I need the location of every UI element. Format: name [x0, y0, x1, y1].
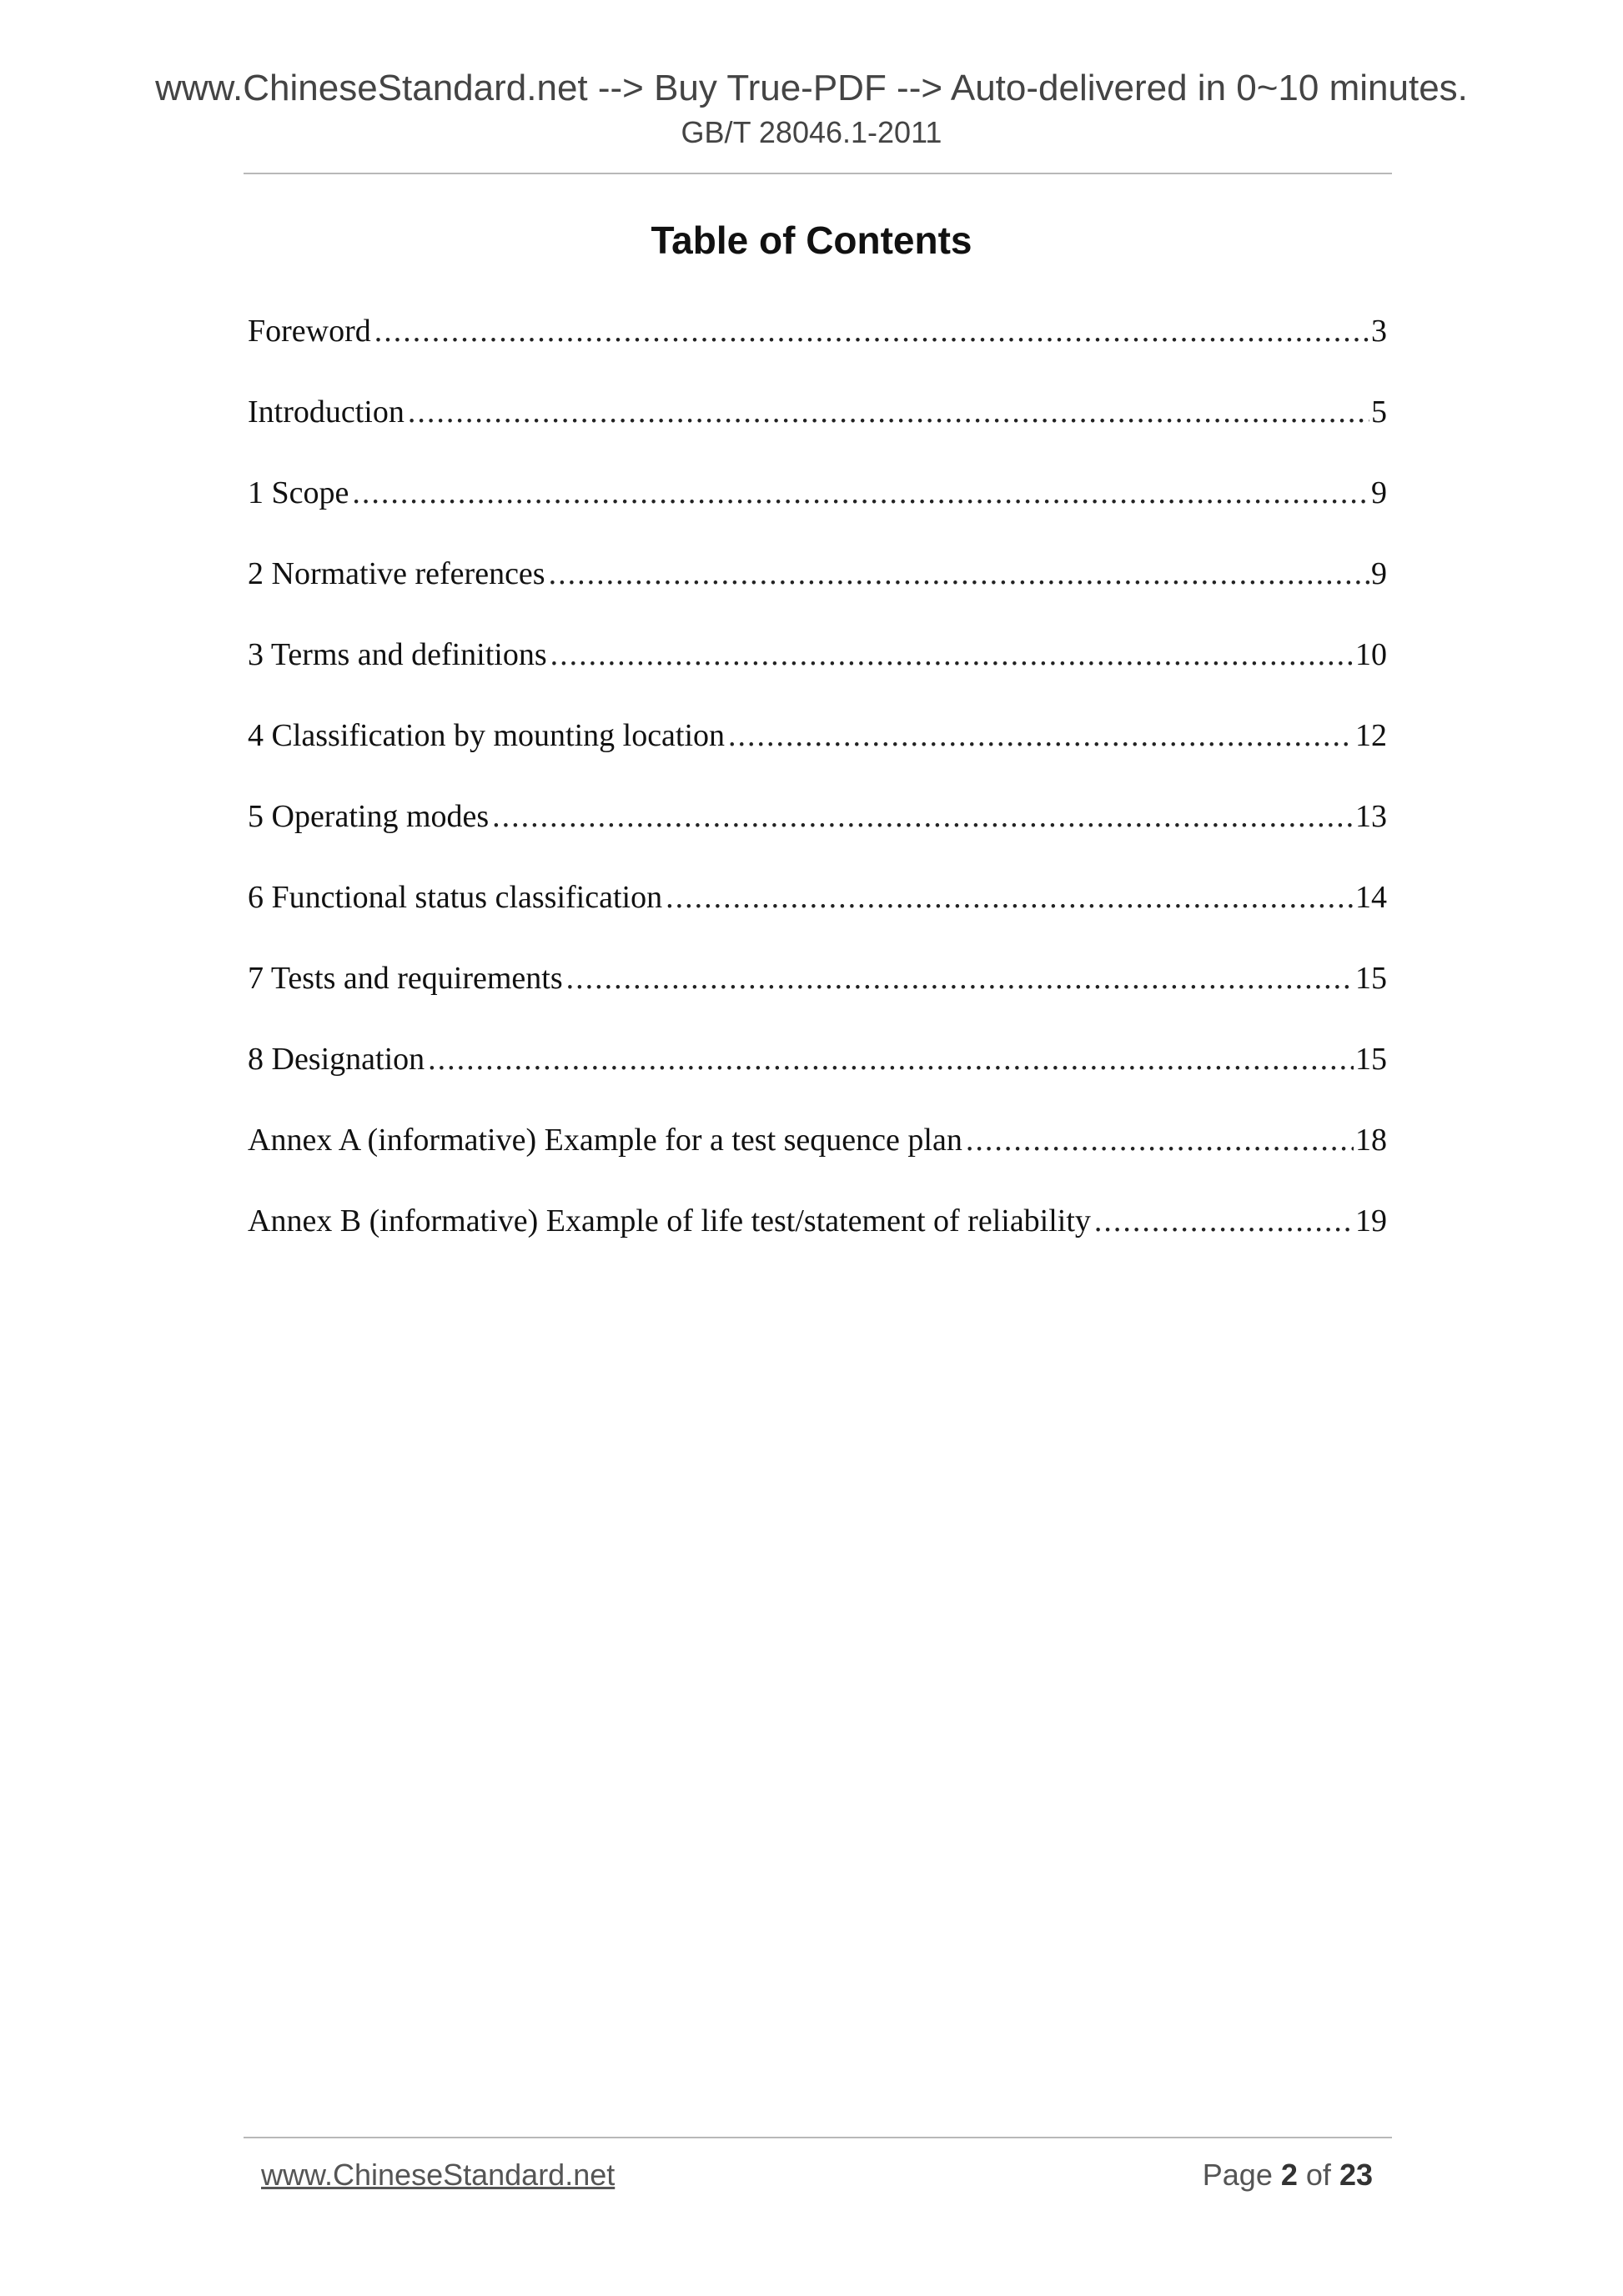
- toc-entry-page: 15: [1355, 1042, 1387, 1077]
- toc-entry-page: 15: [1355, 961, 1387, 996]
- toc-entry-page: 5: [1371, 394, 1387, 430]
- toc-entry-label: Introduction: [248, 394, 404, 430]
- toc-entry-label: 6 Functional status classification: [248, 880, 663, 915]
- toc-entry-tests-and-requirements[interactable]: [248, 953, 1387, 1034]
- toc-entry-label: 8 Designation: [248, 1042, 425, 1077]
- footer-page-indicator: [1203, 2156, 1373, 2194]
- footer-page-current: 2: [1280, 2158, 1298, 2192]
- toc-dot-leader: [1094, 1196, 1354, 1246]
- header-standard-number: GB/T 28046.1-2011: [681, 115, 942, 149]
- footer-website-link[interactable]: www.ChineseStandard.net: [261, 2158, 616, 2192]
- toc-entry-page: 10: [1355, 637, 1387, 672]
- footer-divider: [244, 2137, 1392, 2138]
- toc-dot-leader: [566, 953, 1354, 1003]
- toc-entry-page: 14: [1355, 880, 1387, 915]
- toc-entry-label: Annex A (informative) Example for a test sequence plan: [248, 1123, 962, 1158]
- toc-entry-label: 2 Normative references: [248, 556, 545, 591]
- toc-entry-label: 5 Operating modes: [248, 799, 490, 834]
- toc-entry-page: 3: [1371, 314, 1387, 349]
- toc-dot-leader: [550, 630, 1354, 680]
- toc-dot-leader: [492, 791, 1354, 842]
- toc-entry-operating-modes[interactable]: [248, 791, 1387, 872]
- page-title: Table of Contents: [651, 219, 972, 262]
- toc-dot-leader: [408, 387, 1369, 437]
- header-promo-text: www.ChineseStandard.net --> Buy True-PDF --> Auto-delivered in 0~10 minutes.: [155, 68, 1468, 108]
- toc-entry-functional-status[interactable]: [248, 872, 1387, 953]
- toc-entry-normative-references[interactable]: [248, 549, 1387, 630]
- toc-entry-annex-a[interactable]: [248, 1115, 1387, 1196]
- toc-dot-leader: [374, 306, 1369, 356]
- toc-dot-leader: [728, 711, 1354, 761]
- toc-entry-label: 1 Scope: [248, 475, 349, 510]
- toc-entry-terms-and-definitions[interactable]: [248, 630, 1387, 711]
- footer-page-prefix: Page: [1202, 2158, 1273, 2192]
- footer-page-total: 23: [1339, 2158, 1373, 2192]
- toc-dot-leader: [352, 468, 1369, 518]
- toc-entry-page: 12: [1355, 718, 1387, 753]
- toc-entry-label: 4 Classification by mounting location: [248, 718, 726, 753]
- toc-entry-scope[interactable]: [248, 468, 1387, 549]
- toc-entry-label: Annex B (informative) Example of life test/statement of reliability: [248, 1203, 1091, 1238]
- toc-entry-page: 9: [1371, 556, 1387, 591]
- toc-entry-page: 9: [1371, 475, 1387, 510]
- toc-entry-classification[interactable]: [248, 711, 1387, 791]
- toc-dot-leader: [666, 872, 1354, 922]
- toc-entry-page: 18: [1355, 1123, 1387, 1158]
- toc-entry-annex-b[interactable]: [248, 1196, 1387, 1277]
- toc-entry-page: 19: [1355, 1203, 1387, 1238]
- toc-entry-page: 13: [1355, 799, 1387, 834]
- toc-dot-leader: [428, 1034, 1354, 1084]
- toc-entry-designation[interactable]: [248, 1034, 1387, 1115]
- toc-entry-foreword[interactable]: [248, 306, 1387, 387]
- table-of-contents: [248, 306, 1387, 1277]
- toc-dot-leader: [549, 549, 1369, 599]
- toc-entry-label: 7 Tests and requirements: [248, 961, 563, 996]
- toc-entry-introduction[interactable]: [248, 387, 1387, 468]
- toc-entry-label: Foreword: [248, 314, 371, 349]
- toc-entry-label: 3 Terms and definitions: [248, 637, 547, 672]
- toc-dot-leader: [966, 1115, 1354, 1165]
- header-divider: [244, 173, 1392, 174]
- footer-page-of: of: [1305, 2158, 1331, 2192]
